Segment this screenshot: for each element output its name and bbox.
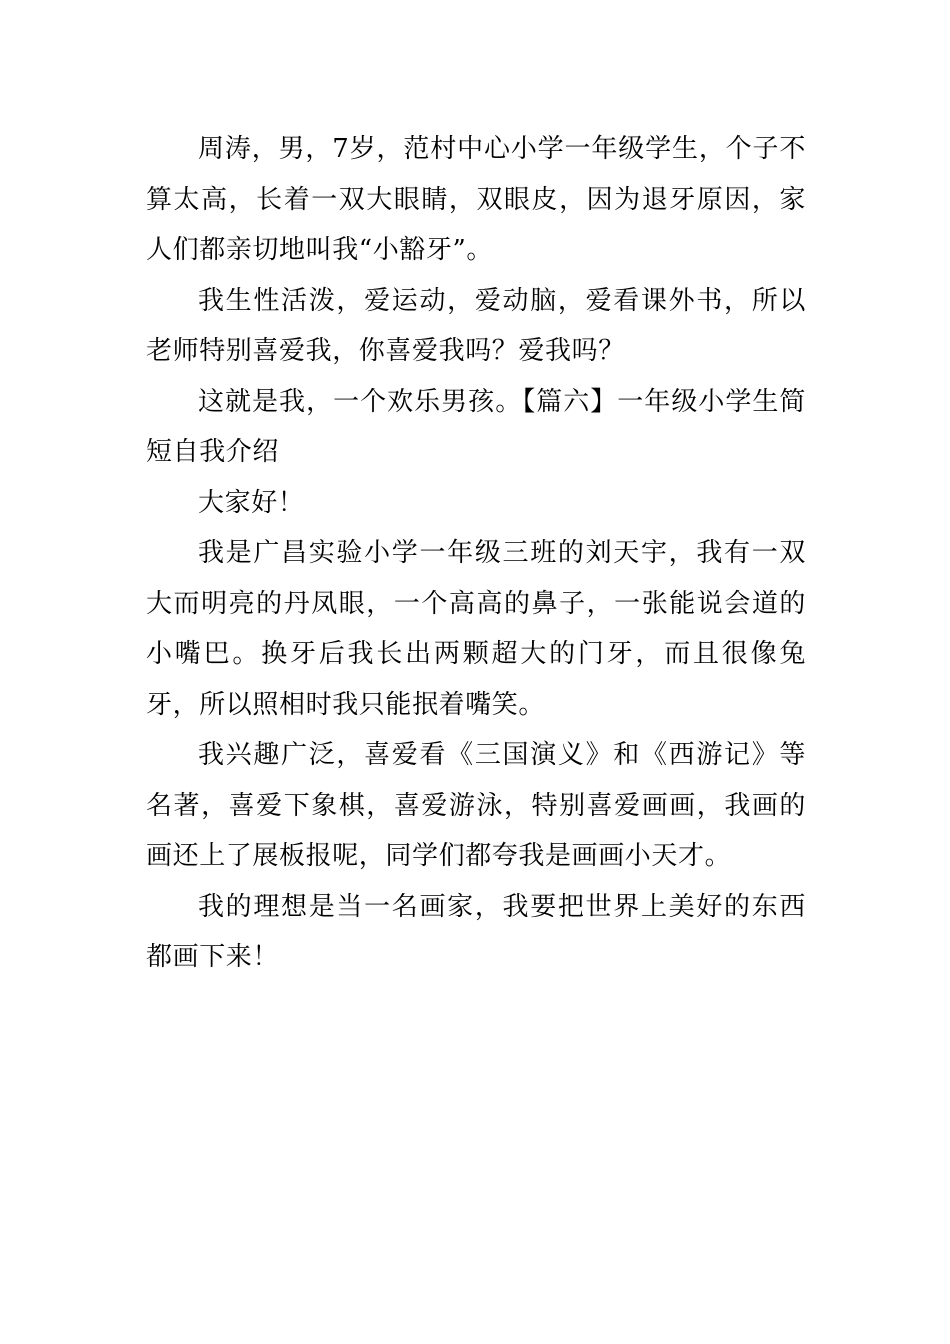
paragraph-3: 这就是我，一个欢乐男孩。【篇六】一年级小学生简短自我介绍 xyxy=(146,386,806,467)
paragraph-4: 大家好！ xyxy=(198,487,305,518)
paragraph-6: 我兴趣广泛，喜爱看《三国演义》和《西游记》等名著，喜爱下象棋，喜爱游泳，特别喜爱画画，我画的画还上了展板报呢，同学们都夸我是画画小天才。 xyxy=(146,740,806,871)
paragraph-1: 周涛，男，7岁，范村中心小学一年级学生，个子不算太高，长着一双大眼睛，双眼皮，因为退牙原因，家人们都亲切地叫我“小豁牙”。 xyxy=(146,134,806,265)
paragraph-7: 我的理想是当一名画家，我要把世界上美好的东西都画下来！ xyxy=(146,891,806,972)
paragraph-5: 我是广昌实验小学一年级三班的刘天宇，我有一双大而明亮的丹凤眼，一个高高的鼻子，一张能说会道的小嘴巴。换牙后我长出两颗超大的门牙，而且很像兔牙，所以照相时我只能抿着嘴笑。 xyxy=(146,538,806,720)
document-body xyxy=(146,124,806,983)
paragraph-2: 我生性活泼，爱运动，爱动脑，爱看课外书，所以老师特别喜爱我，你喜爱我吗？爱我吗？ xyxy=(146,285,806,366)
